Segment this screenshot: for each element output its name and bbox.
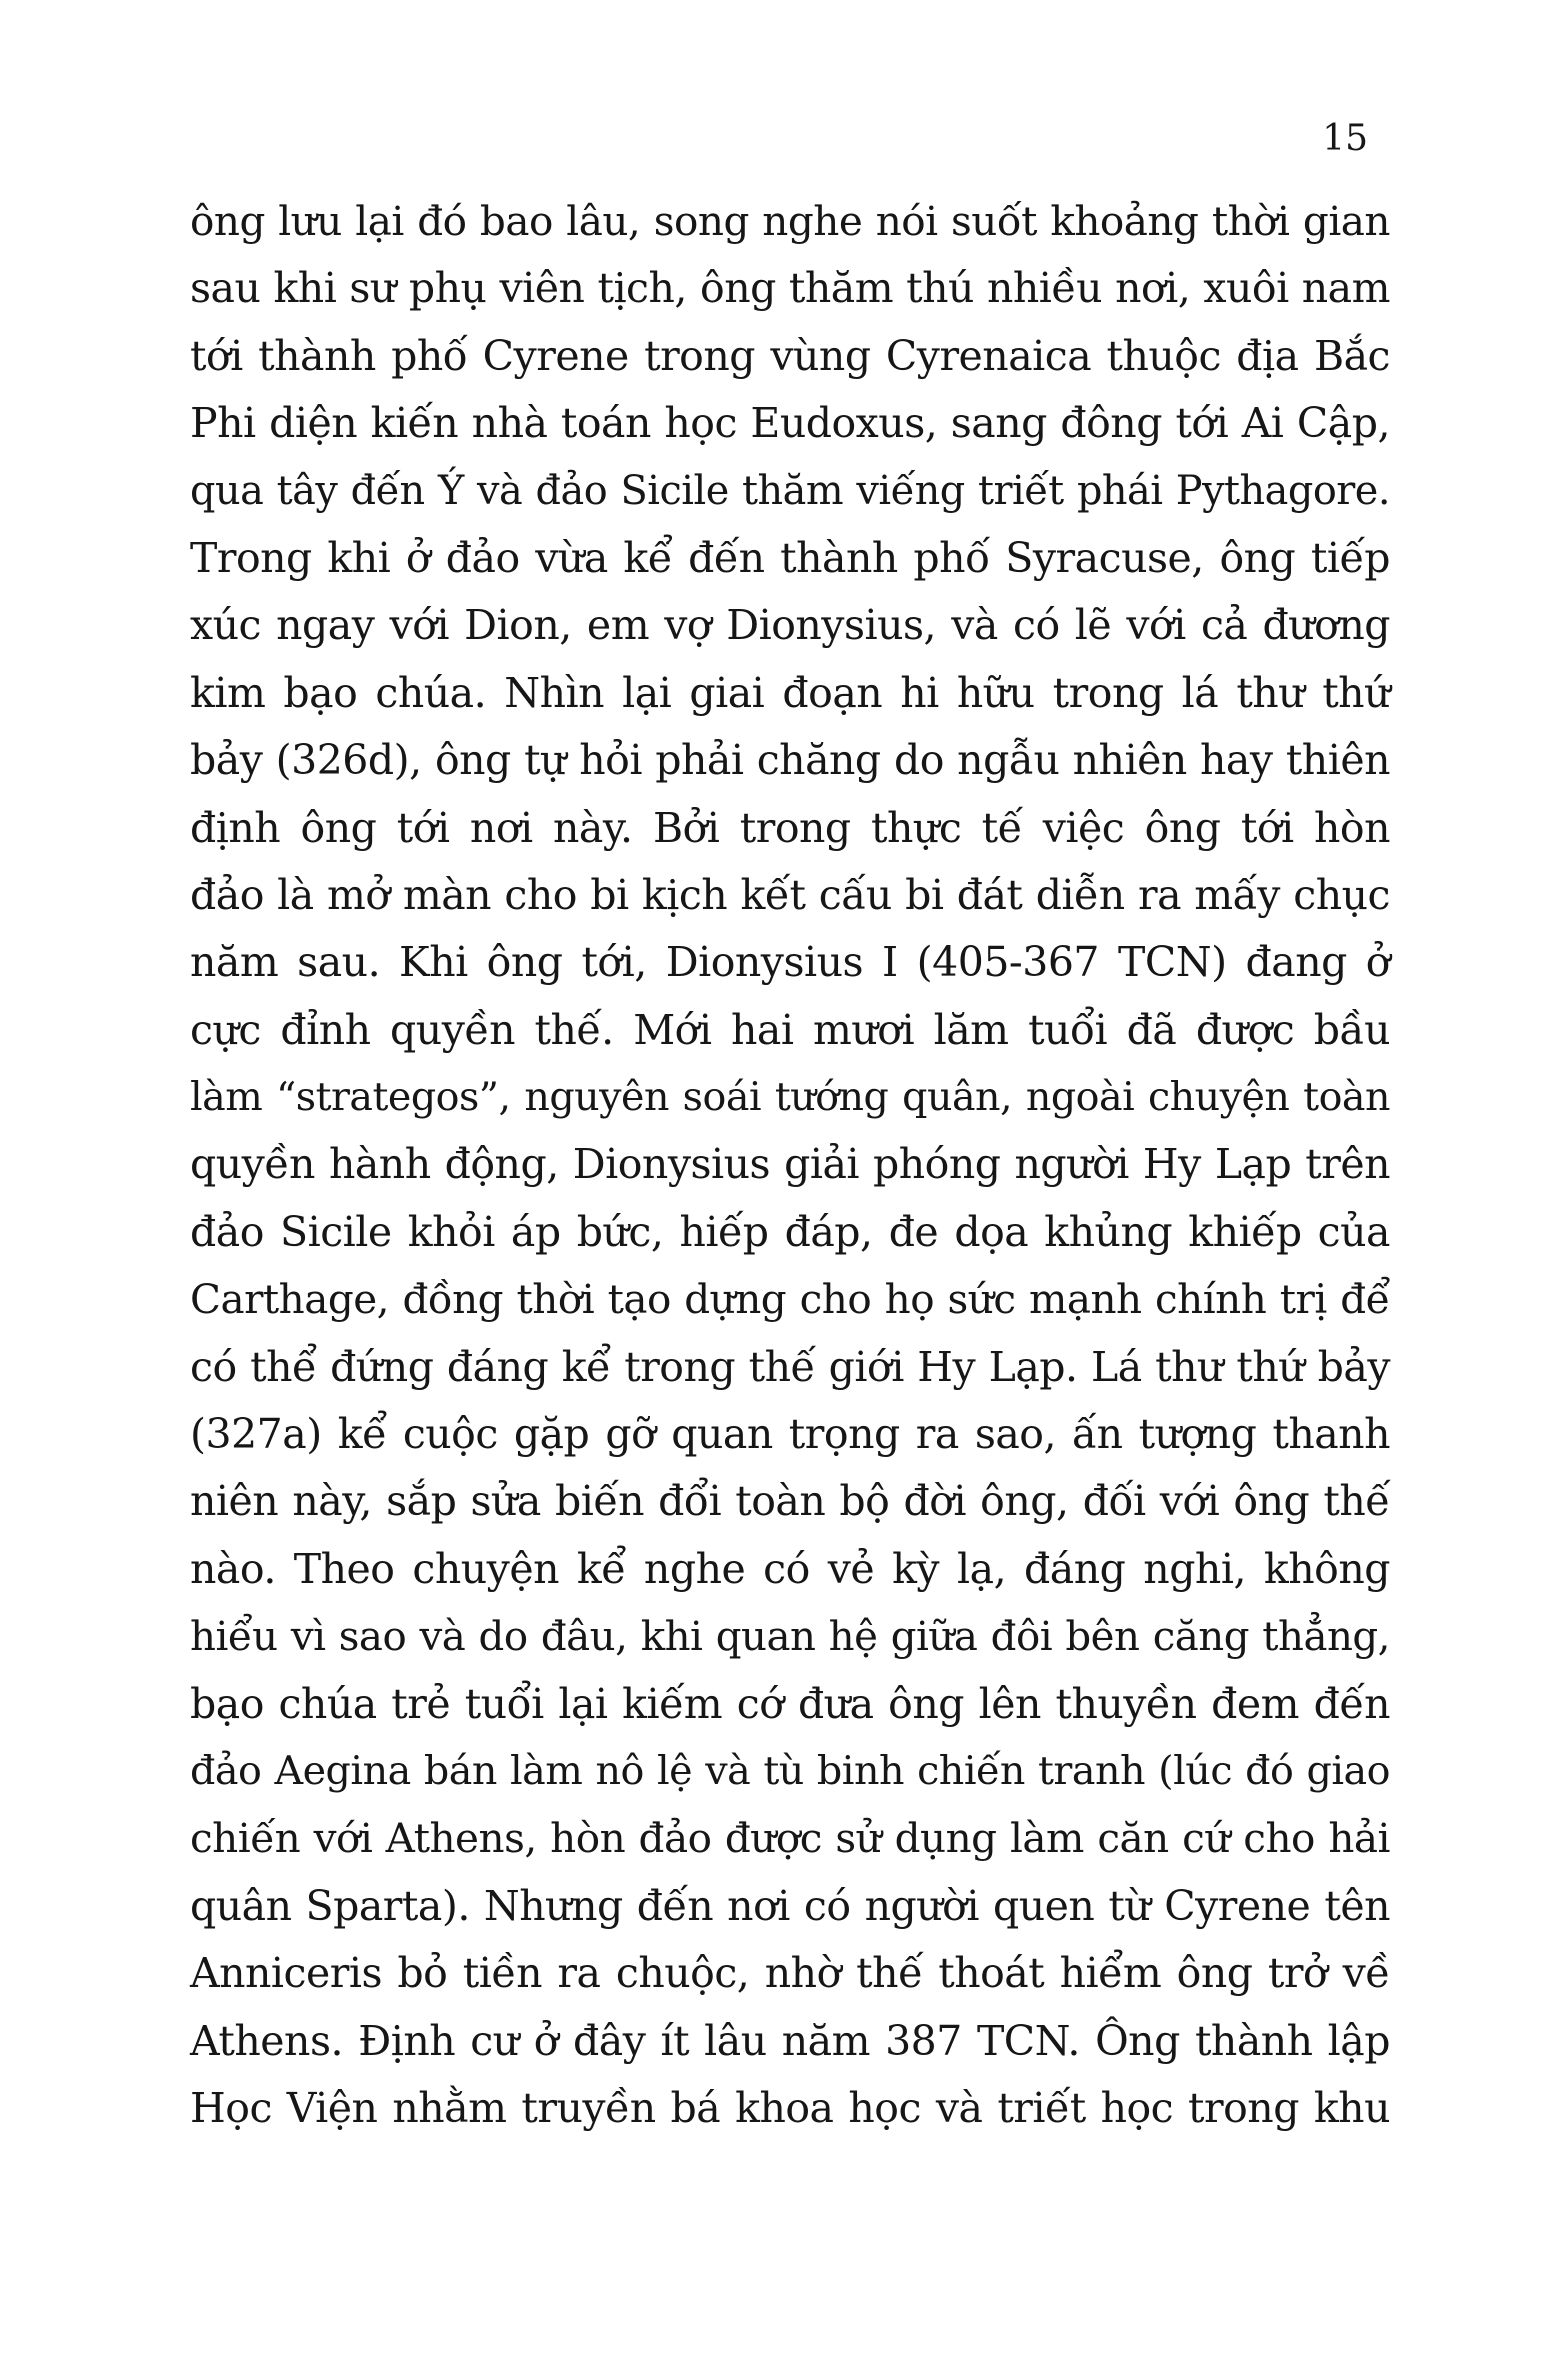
text-line: định ông tới nơi này. Bởi trong thực tế việc ông tới hòn [190,803,1390,852]
text-line: Anniceris bỏ tiền ra chuộc, nhờ thế thoát hiểm ông trở về [190,1949,1390,1998]
text-line: quyền hành động, Dionysius giải phóng người Hy Lạp trên [190,1140,1390,1189]
text-line: đảo là mở màn cho bi kịch kết cấu bi đát diễn ra mấy chục [190,870,1390,919]
text-line: bạo chúa trẻ tuổi lại kiếm cớ đưa ông lên thuyền đem đến [190,1679,1390,1728]
text-line: niên này, sắp sửa biến đổi toàn bộ đời ông, đối với ông thế [190,1477,1390,1526]
text-line: Trong khi ở đảo vừa kể đến thành phố Syracuse, ông tiếp [190,533,1390,582]
text-line: làm “strategos”, nguyên soái tướng quân, ngoài chuyện toàn [190,1074,1390,1121]
text-line: bảy (326d), ông tự hỏi phải chăng do ngẫu nhiên hay thiên [190,736,1390,785]
page-number: 15 [1322,118,1368,159]
text-line: (327a) kể cuộc gặp gỡ quan trọng ra sao, ấn tượng thanh [190,1410,1390,1459]
text-line: năm sau. Khi ông tới, Dionysius I (405-367 TCN) đang ở [190,938,1390,987]
text-line: Athens. Định cư ở đây ít lâu năm 387 TCN. Ông thành lập [190,2016,1390,2065]
text-line: tới thành phố Cyrene trong vùng Cyrenaica thuộc địa Bắc [190,331,1390,380]
text-line: Carthage, đồng thời tạo dựng cho họ sức mạnh chính trị để [190,1275,1390,1324]
text-line: sau khi sư phụ viên tịch, ông thăm thú nhiều nơi, xuôi nam [190,264,1390,313]
text-line: có thể đứng đáng kể trong thế giới Hy Lạp. Lá thư thứ bảy [190,1342,1390,1391]
text-line: xúc ngay với Dion, em vợ Dionysius, và có lẽ với cả đương [190,601,1390,650]
text-line: Học Viện nhằm truyền bá khoa học và triết học trong khu [190,2083,1390,2132]
text-line: quân Sparta). Nhưng đến nơi có người quen từ Cyrene tên [190,1881,1390,1930]
text-line: kim bạo chúa. Nhìn lại giai đoạn hi hữu trong lá thư thứ [190,668,1390,717]
text-line: cực đỉnh quyền thế. Mới hai mươi lăm tuổi đã được bầu [190,1005,1390,1054]
text-line: chiến với Athens, hòn đảo được sử dụng làm căn cứ cho hải [190,1814,1390,1863]
text-line: đảo Sicile khỏi áp bức, hiếp đáp, đe dọa khủng khiếp của [190,1207,1390,1256]
text-line: hiểu vì sao và do đâu, khi quan hệ giữa đôi bên căng thẳng, [190,1613,1390,1661]
text-line: nào. Theo chuyện kể nghe có vẻ kỳ lạ, đáng nghi, không [190,1544,1390,1593]
text-line: đảo Aegina bán làm nô lệ và tù binh chiến tranh (lúc đó giao [190,1747,1390,1794]
text-line: ông lưu lại đó bao lâu, song nghe nói suốt khoảng thời gian [190,197,1390,245]
body-text [190,188,1390,2142]
text-line: qua tây đến Ý và đảo Sicile thăm viếng triết phái Pythagore. [190,467,1390,514]
text-line: Phi diện kiến nhà toán học Eudoxus, sang đông tới Ai Cập, [190,399,1390,448]
